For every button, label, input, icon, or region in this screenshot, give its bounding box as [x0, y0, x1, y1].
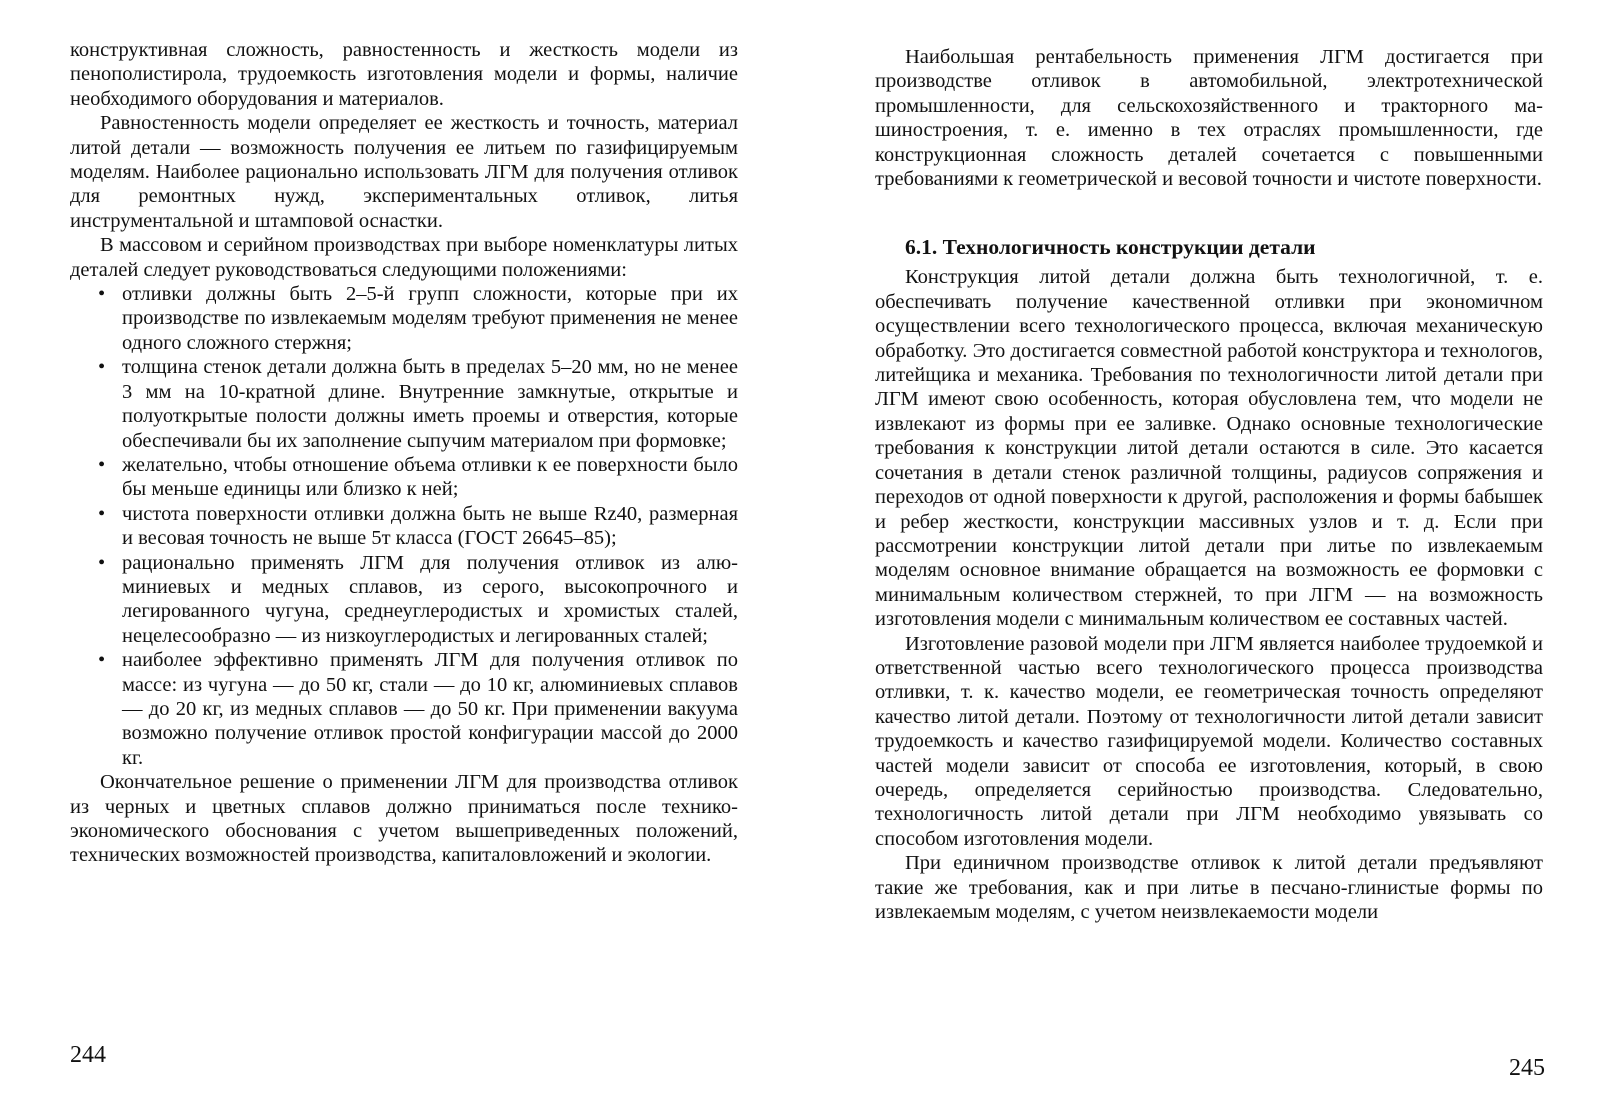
list-item: • толщина стенок детали должна быть в пределах 5–20 мм, но не менее 3 мм на 10-кратной длине. Внутренние замкнутые, открытые и полуоткрытые полости должны иметь проемы и отверстия, которые обеспечивали бы их заполнение сыпучим материалом при формовке;: [122, 355, 738, 453]
right-paragraph-4: При единичном производстве отливок к литой детали предъявляют такие же требования, как и при литье в песчано-глинистые формы по извлекаемым моделям, с учетом неизвлекаемости модели: [875, 852, 1543, 923]
section-heading: 6.1. Технологичность конструкции детали: [905, 235, 1316, 260]
page-number-left: 244: [70, 1042, 106, 1068]
left-intro-paragraph: конструктивная сложность, равностенность и жесткость модели из пенополистирола, трудоемкость изготовления модели и формы, наличие необходимого оборудования и материалов.: [70, 39, 738, 110]
right-paragraph-2: Конструкция литой детали должна быть технологичной, т. е. обеспечивать получение качественной отливки при экономичном осуществлении всего технологического процесса, включая механическую обработку. Это достигается совместной работой конструктора и технологов, литейщика и механика. Требования по технологичности литой детали при ЛГМ имеют свою особенность, которая обусловлена тем, что модели не извлекают из формы при ее заливке. Однако основные технологические требования к конструкции литой детали остаются в силе. Это касается сочетания в детали стенок различной толщины, радиусов сопряжения и переходов от одной поверхности к другой, расположения и формы бабышек и ребер жесткости, конструкции массивных узлов и т. д. Если при рассмотрении конструкции литой детали при литье по извлекаемым моделям основное внимание обращается на возможность ее формовки с минимальным количеством стержней, то при ЛГМ — на возможность изготовления модели с минимальным количеством ее составных частей.: [875, 266, 1543, 631]
right-paragraph-1: Наибольшая рентабельность применения ЛГМ достигается при производстве отливок в автомобильной, электротехнической промышленности, для сельскохозяйственного и тракторного машиностроения, т. е. именно в тех отраслях промышленности, где конструкционная сложность деталей сочетается с повышенными требованиями к геометрической и весовой точности и чистоте поверхности.: [875, 46, 1543, 191]
list-item: • желательно, чтобы отношение объема отливки к ее поверхности было бы меньше единицы или близко к ней;: [122, 453, 738, 502]
page-number-right: 245: [1509, 1055, 1545, 1081]
left-final-paragraph: Окончательное решение о применении ЛГМ для производства отливок из черных и цветных сплавов должно приниматься после технико-экономического обоснования с учетом вышеприведенных положений, технических возможностей производства, капиталовложений и экологии.: [70, 771, 738, 867]
left-page-text: [70, 38, 738, 868]
list-item: • рационально применять ЛГМ для получения отливок из алюминиевых и медных сплавов, из серого, высокопрочного и легированного чугуна, среднеуглеродистых и хромистых сталей, нецелесообразно — из низкоуглеродистых и легированных сталей;: [122, 551, 738, 649]
left-paragraph-3: В массовом и серийном производствах при выборе номенклатуры литых деталей следует руководствоваться следующими положениями:: [70, 234, 738, 281]
right-page-text: [875, 45, 1543, 924]
list-item: • чистота поверхности отливки должна быть не выше Rz40, размерная и весовая точность не выше 5т класса (ГОСТ 26645–85);: [122, 502, 738, 551]
list-item: • отливки должны быть 2–5-й групп сложности, которые при их производстве по извлекаемым моделям требуют применения не менее одного сложного стержня;: [122, 282, 738, 355]
right-page: [800, 0, 1600, 1117]
left-paragraph-2: Равностенность модели определяет ее жесткость и точность, материал литой детали — возможность получения ее литьем по газифицируемым моделям. Наиболее рационально использовать ЛГМ для получения отливок для ремонтных нужд, экспериментальных отливок, литья инструментальной и штамповой оснастки.: [70, 112, 738, 232]
right-paragraph-3: Изготовление разовой модели при ЛГМ является наиболее трудоемкой и ответственной частью всего технологического процесса производства отливки, т. к. качество модели, ее геометрическая точность определяют качество литой детали. Поэтому от технологичности литой детали зависит трудоемкость и качество газифицируемой модели. Количество составных частей модели зависит от способа ее изготовления, который, в свою очередь, определяется серийностью производства. Следовательно, технологичность литой детали при ЛГМ необходимо увязывать со способом изготовления модели.: [875, 632, 1543, 850]
list-item: • наиболее эффективно применять ЛГМ для получения отливок по массе: из чугуна — до 50 кг, стали — до 10 кг, алюминиевых сплавов — до 20 кг, из медных сплавов — до 50 кг. При применении вакуума возможно получение отливок простой конфигурации массой до 2000 кг.: [122, 648, 738, 770]
requirements-list: [70, 282, 738, 770]
